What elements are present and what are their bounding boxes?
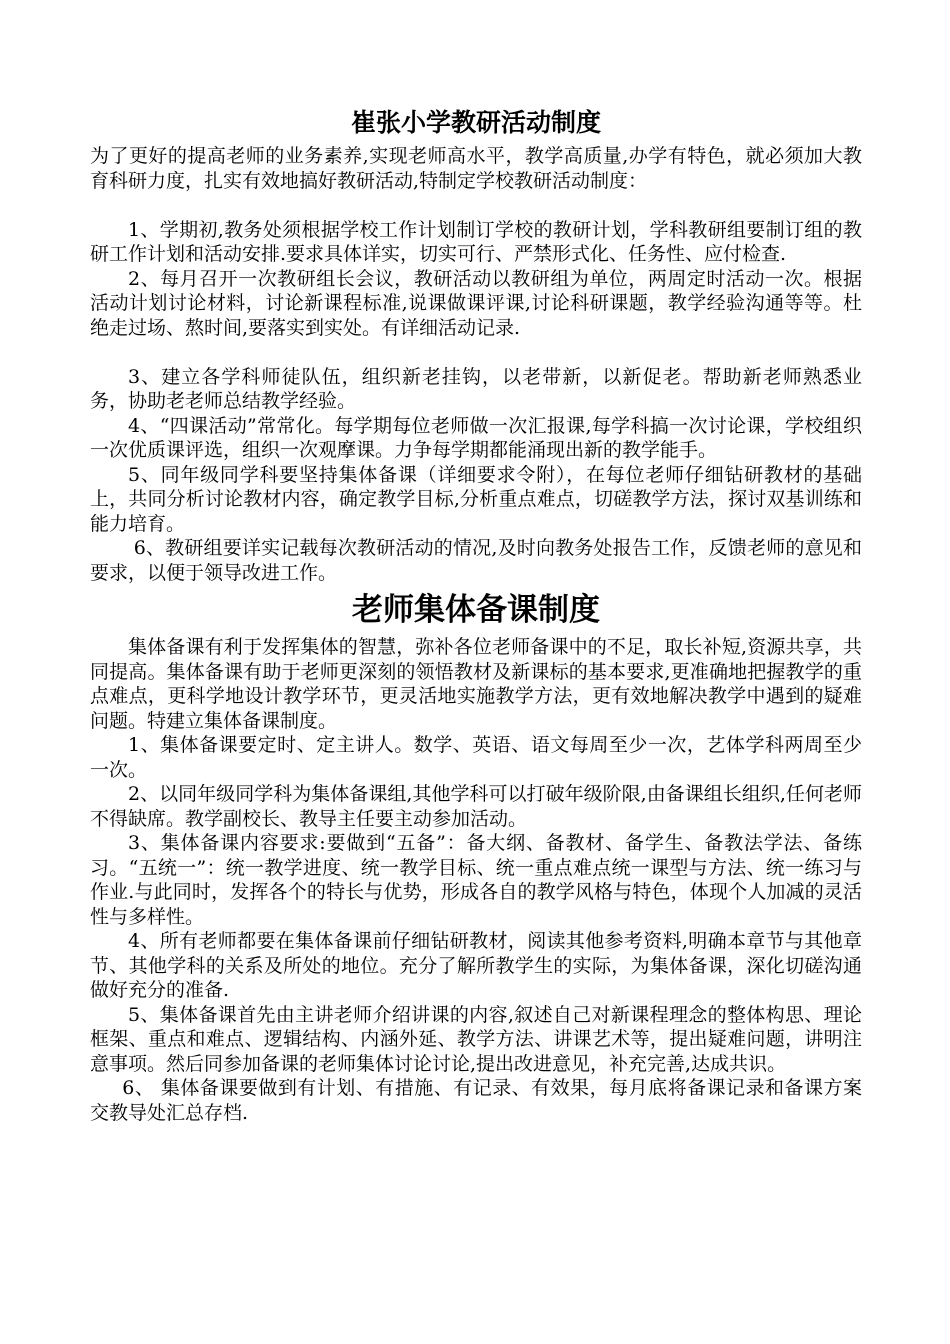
doc2-item-6: 6、 集体备课要做到有计划、有措施、有记录、有效果，每月底将备课记录和备课方案交教导处汇总存档. bbox=[90, 1077, 862, 1124]
doc2-item-4: 4、所有老师都要在集体备课前仔细钻研教材，阅读其他参考资料,明确本章节与其他章节、其他学科的关系及所处的地位。充分了解所教学生的实际，为集体备课，深化切磋沟通做好充分的准备. bbox=[90, 930, 862, 1001]
doc1-item-5: 5、同年级同学科要坚持集体备课（详细要求令附），在每位老师仔细钻研教材的基础上，共同分析讨论教材内容，确定教学目标,分析重点难点，切磋教学方法，探讨双基训练和能力培育。 bbox=[90, 463, 862, 535]
doc1-item-1: 1、学期初,教务处须根据学校工作计划制订学校的教研计划，学科教研组要制订组的教研工作计划和活动安排.要求具体详实，切实可行、严禁形式化、任务性、应付检查. bbox=[90, 218, 862, 265]
doc2-title: 老师集体备课制度 bbox=[352, 592, 600, 628]
doc2-item-2: 2、以同年级同学科为集体备课组,其他学科可以打破年级阶限,由备课组长组织,任何老师不得缺席。教学副校长、教导主任要主动参加活动。 bbox=[90, 783, 862, 830]
doc2-item-3: 3、集体备课内容要求:要做到“五备”：备大纲、备教材、备学生、备教法学法、备练习。“五统一”：统一教学进度、统一教学目标、统一重点难点统一课型与方法、统一练习与作业.与此同时，发挥各个的特长与优势，形成各自的教学风格与特色，体现个人加减的灵活性与多样性。 bbox=[90, 832, 862, 928]
spacer bbox=[90, 340, 862, 365]
doc1-item-2: 2、每月召开一次教研组长会议，教研活动以教研组为单位，两周定时活动一次。根据活动计划讨论材料，讨论新课程标准,说课做课评课,讨论科研课题，教学经验沟通等等。杜绝走过场、熬时间,要落实到实处。有详细活动记录. bbox=[90, 267, 862, 339]
spacer bbox=[90, 193, 862, 218]
document-page bbox=[90, 104, 862, 1125]
doc2-item-5: 5、集体备课首先由主讲老师介绍讲课的内容,叙述自己对新课程理念的整体构思、理论框架、重点和难点、逻辑结构、内涵外延、教学方法、讲课艺术等，提出疑难问题，讲明注意事项。然后同参加备课的老师集体讨论讨论,提出改进意见，补充完善,达成共识。 bbox=[90, 1003, 862, 1075]
doc1-item-4: 4、“四课活动”常常化。每学期每位老师做一次汇报课,每学科搞一次讨论课，学校组织一次优质课评选，组织一次观摩课。力争每学期都能涌现出新的教学能手。 bbox=[90, 414, 862, 461]
doc1-title: 崔张小学教研活动制度 bbox=[350, 108, 601, 137]
doc2-item-1: 1、集体备课要定时、定主讲人。数学、英语、语文每周至少一次，艺体学科两周至少一次。 bbox=[90, 734, 862, 781]
doc1-item-3: 3、建立各学科师徒队伍，组织新老挂钩，以老带新，以新促老。帮助新老师熟悉业务，协助老老师总结教学经验。 bbox=[90, 365, 862, 412]
doc1-item-6: 6、教研组要详实记载每次教研活动的情况,及时向教务处报告工作，反馈老师的意见和要求，以便于领导改进工作。 bbox=[90, 537, 862, 584]
doc1-intro: 为了更好的提高老师的业务素养,实现老师高水平，教学高质量,办学有特色，就必须加大教育科研力度，扎实有效地搞好教研活动,特制定学校教研活动制度： bbox=[90, 145, 862, 192]
doc2-intro: 集体备课有利于发挥集体的智慧，弥补各位老师备课中的不足，取长补短,资源共享，共同提高。集体备课有助于老师更深刻的领悟教材及新课标的基本要求,更准确地把握教学的重点难点，更科学地设计教学环节，更灵活地实施教学方法，更有效地解决教学中遇到的疑难问题。特建立集体备课制度。 bbox=[90, 636, 862, 732]
